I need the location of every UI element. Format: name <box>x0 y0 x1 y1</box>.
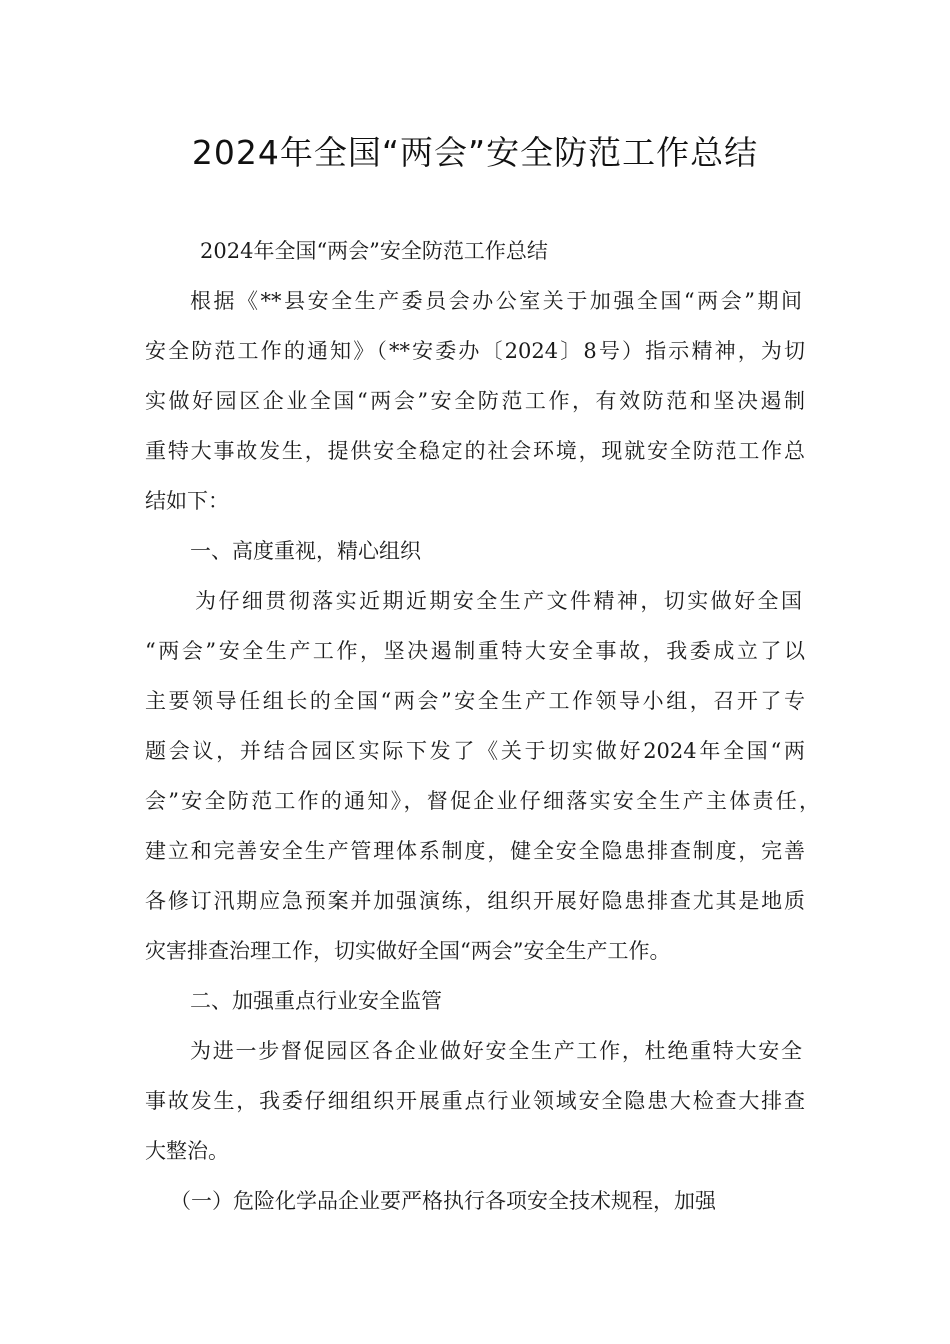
paragraph-line: 实做好园区企业全国“两会”安全防范工作，有效防范和坚决遏制 <box>145 389 805 413</box>
paragraph-line: 会”安全防范工作的通知》，督促企业仔细落实安全生产主体责任， <box>145 789 820 813</box>
document-title: 2024年全国“两会”安全防范工作总结 <box>191 133 759 172</box>
subtitle-line: 2024年全国“两会”安全防范工作总结 <box>200 239 548 263</box>
paragraph-line: 重特大事故发生，提供安全稳定的社会环境，现就安全防范工作总 <box>145 439 805 463</box>
paragraph-line: 事故发生，我委仔细组织开展重点行业领域安全隐患大检查大排查 <box>145 1089 805 1113</box>
paragraph-line: 安全防范工作的通知》（**安委办〔2024〕8号）指示精神，为切 <box>145 339 805 363</box>
paragraph-line: 主要领导任组长的全国“两会”安全生产工作领导小组，召开了专 <box>145 689 805 713</box>
paragraph-line: 题会议，并结合园区实际下发了《关于切实做好2024年全国“两 <box>145 739 805 763</box>
paragraph-line: 大整治。 <box>145 1139 229 1163</box>
paragraph-line: 灾害排查治理工作，切实做好全国“两会”安全生产工作。 <box>145 939 671 963</box>
paragraph-line: 为仔细贯彻落实近期近期安全生产文件精神，切实做好全国 <box>195 589 802 613</box>
paragraph-line: 建立和完善安全生产管理体系制度，健全安全隐患排查制度，完善 <box>145 839 805 863</box>
section-heading: 二、加强重点行业安全监管 <box>190 989 442 1013</box>
paragraph-line: 根据《**县安全生产委员会办公室关于加强全国“两会”期间 <box>190 289 802 313</box>
paragraph-line: 各修订汛期应急预案并加强演练，组织开展好隐患排查尤其是地质 <box>145 889 805 913</box>
paragraph-line: “两会”安全生产工作，坚决遏制重特大安全事故，我委成立了以 <box>145 639 805 663</box>
paragraph-line: 结如下： <box>145 489 229 513</box>
subsection-line: （一）危险化学品企业要严格执行各项安全技术规程，加强 <box>170 1189 716 1213</box>
paragraph-line: 为进一步督促园区各企业做好安全生产工作，杜绝重特大安全 <box>190 1039 802 1063</box>
section-heading: 一、高度重视，精心组织 <box>190 539 421 563</box>
